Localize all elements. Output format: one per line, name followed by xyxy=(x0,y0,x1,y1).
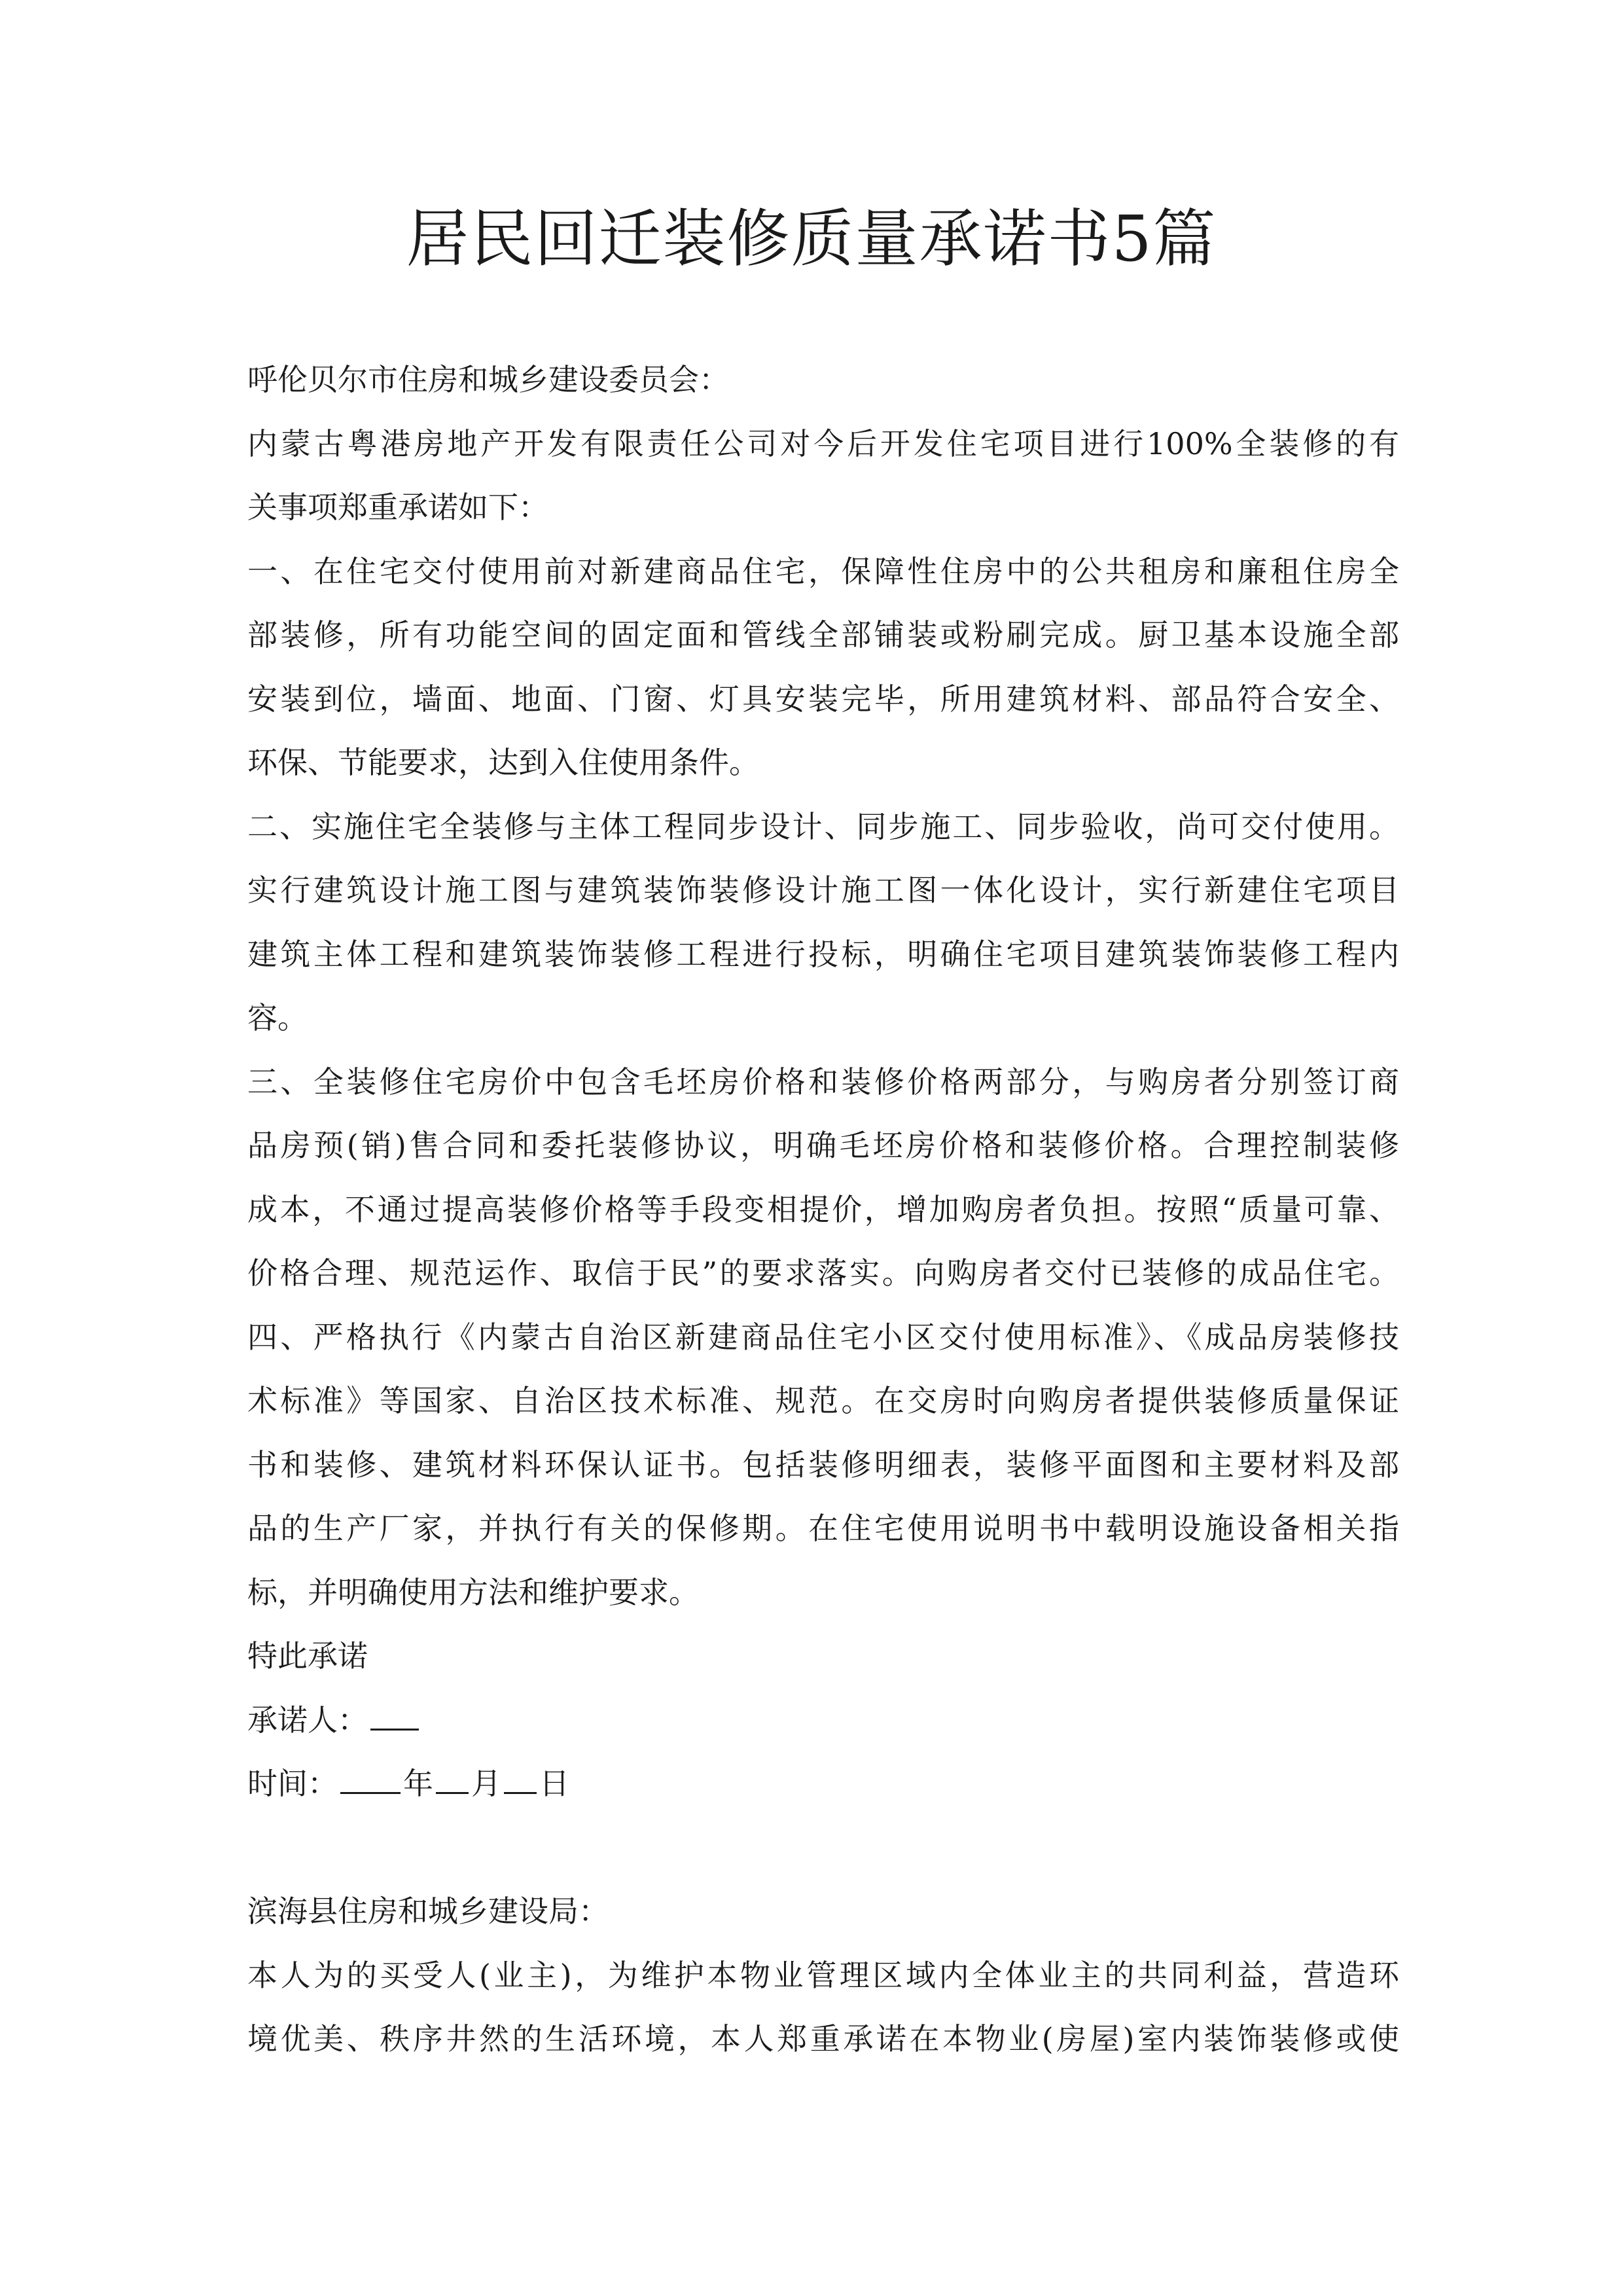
month-label: 月 xyxy=(471,1766,501,1801)
paragraph-line: 四、严格执行《内蒙古自治区新建商品住宅小区交付使用标准》、《成品房装修技 xyxy=(247,1319,1399,1355)
paragraph-line: 环保、节能要求，达到入住使用条件。 xyxy=(247,745,759,780)
paragraph-line: 品房预(销)售合同和委托装修协议，明确毛坯房价格和装修价格。合理控制装修 xyxy=(247,1128,1399,1163)
document-title: 居民回迁装修质量承诺书5篇 xyxy=(406,202,1217,276)
paragraph-line: 内蒙古粤港房地产开发有限责任公司对今后开发住宅项目进行100%全装修的有 xyxy=(247,425,1399,461)
date-line xyxy=(247,1752,1399,1816)
date-label: 时间： xyxy=(247,1766,338,1801)
day-label: 日 xyxy=(539,1766,569,1801)
paragraph-line: 二、实施住宅全装修与主体工程同步设计、同步施工、同步验收，尚可交付使用。 xyxy=(247,808,1399,844)
paragraph-line: 标，并明确使用方法和维护要求。 xyxy=(247,1574,699,1610)
letter2-salutation: 滨海县住房和城乡建设局： xyxy=(247,1893,609,1929)
paragraph-line: 安装到位，墙面、地面、门窗、灯具安装完毕，所用建筑材料、部品符合安全、 xyxy=(247,681,1399,717)
section-gap xyxy=(247,1816,1399,1880)
paragraph-line: 成本，不通过提高装修价格等手段变相提价，增加购房者负担。按照“质量可靠、 xyxy=(247,1191,1399,1227)
promisor-blank xyxy=(370,1697,419,1731)
paragraph-line: 实行建筑设计施工图与建筑装饰装修设计施工图一体化设计，实行新建住宅项目 xyxy=(247,872,1399,908)
paragraph-line: 价格合理、规范运作、取信于民”的要求落实。向购房者交付已装修的成品住宅。 xyxy=(247,1255,1399,1291)
promisor-label: 承诺人： xyxy=(247,1702,368,1738)
paragraph-line: 部装修，所有功能空间的固定面和管线全部铺装或粉刷完成。厨卫基本设施全部 xyxy=(247,617,1399,653)
letter1-salutation: 呼伦贝尔市住房和城乡建设委员会： xyxy=(247,362,729,397)
paragraph-line: 境优美、秩序井然的生活环境，本人郑重承诺在本物业(房屋)室内装饰装修或使 xyxy=(247,2021,1399,2056)
promisor-line xyxy=(247,1689,1399,1753)
paragraph-line: 本人为的买受人(业主)，为维护本物业管理区域内全体业主的共同利益，营造环 xyxy=(247,1957,1399,1993)
closing-statement: 特此承诺 xyxy=(247,1638,368,1674)
paragraph-line: 一、在住宅交付使用前对新建商品住宅，保障性住房中的公共租房和廉租住房全 xyxy=(247,553,1399,589)
paragraph-line: 建筑主体工程和建筑装饰装修工程进行投标，明确住宅项目建筑装饰装修工程内 xyxy=(247,936,1399,972)
paragraph-line: 品的生产厂家，并执行有关的保修期。在住宅使用说明书中载明设施设备相关指 xyxy=(247,1511,1399,1546)
paragraph-line: 书和装修、建筑材料环保认证书。包括装修明细表，装修平面图和主要材料及部 xyxy=(247,1446,1399,1482)
paragraph-line: 关事项郑重承诺如下： xyxy=(247,490,548,525)
document-body xyxy=(247,348,1399,2072)
day-blank xyxy=(504,1761,537,1794)
year-blank xyxy=(340,1761,401,1794)
paragraph-line: 术标准》等国家、自治区技术标准、规范。在交房时向购房者提供装修质量保证 xyxy=(247,1383,1399,1418)
paragraph-line: 容。 xyxy=(247,1000,308,1035)
month-blank xyxy=(436,1761,469,1794)
paragraph-line: 三、全装修住宅房价中包含毛坯房价格和装修价格两部分，与购房者分别签订商 xyxy=(247,1064,1399,1100)
year-label: 年 xyxy=(403,1766,433,1801)
